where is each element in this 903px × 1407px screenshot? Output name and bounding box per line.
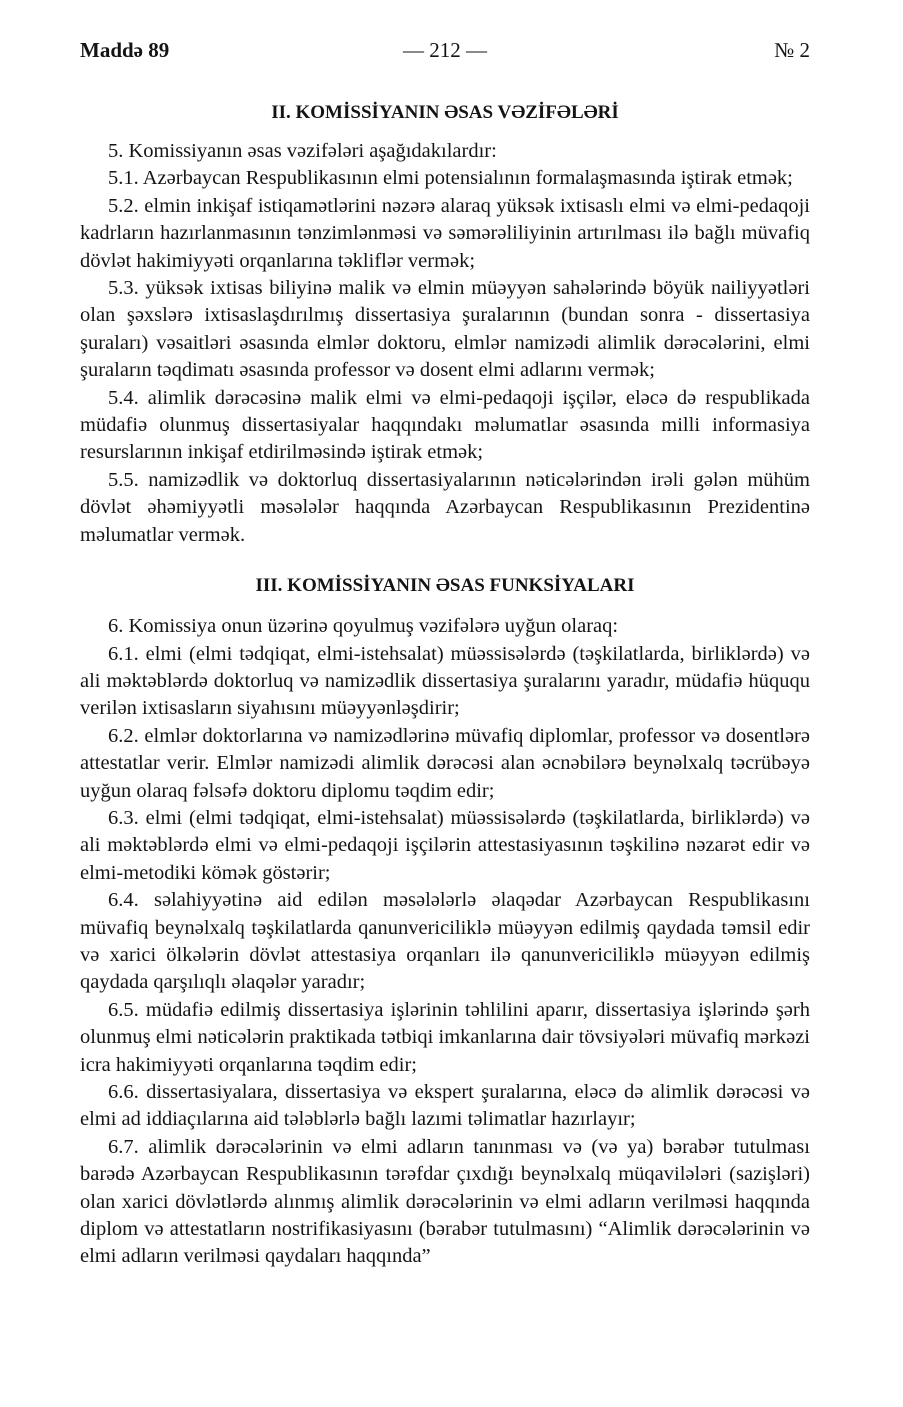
paragraph-6-6: 6.6. dissertasiyalara, dissertasiya və ekspert şuralarına, eləcə də alimlik dərəcəsi və elmi ad iddiaçılarına aid tələblərlə bağlı lazımi təlimatlar hazırlayır;	[80, 1081, 810, 1131]
article-label: Maddə 89	[80, 38, 170, 62]
paragraph-5-4: 5.4. alimlik dərəcəsinə malik elmi və elmi-pedaqoji işçilər, eləcə də respublikada müdafiə olunmuş dissertasiyalar haqqındakı məlumatlar əsasında milli informasiya resurslarının inkişaf etdirilməsində iştirak etmək;	[80, 386, 810, 464]
paragraph-6-1: 6.1. elmi (elmi tədqiqat, elmi-istehsalat) müəssisələrdə (təşkilatlarda, birliklərdə) və ali məktəblərdə doktorluq və namizədlik dissertasiya şuralarını yaradır, müdafiə hüququ verilən ixtisasların siyahısını müəyyənləşdirir;	[80, 642, 810, 720]
section-title-functions: III. KOMİSSİYANIN ƏSAS FUNKSİYALARI	[255, 575, 635, 597]
paragraph-5: 5. Komissiyanın əsas vəzifələri aşağıdakılardır:	[108, 140, 497, 162]
page-number: — 212 —	[403, 38, 487, 62]
section-duties	[80, 100, 810, 549]
paragraph-5-5: 5.5. namizədlik və doktorluq dissertasiyalarının nəticələrindən irəli gələn mühüm dövlət əhəmiyyətli məsələlər haqqında Azərbaycan Respublikasının Prezidentinə məlumatlar vermək.	[80, 468, 810, 546]
paragraph-5-2: 5.2. elmin inkişaf istiqamətlərini nəzərə alaraq yüksək ixtisaslı elmi və elmi-pedaqoji kadrların hazırlanmasının tənzimlənməsi və səmərəliliyinin artırılması ilə bağlı müvafiq dövlət hakimiyyəti orqanlarına təkliflər vermək;	[80, 194, 810, 272]
page-header	[80, 38, 810, 78]
section-functions	[80, 573, 810, 1271]
section-title-duties: II. KOMİSSİYANIN ƏSAS VƏZİFƏLƏRİ	[271, 102, 619, 123]
paragraph-6-4: 6.4. səlahiyyətinə aid edilən məsələlərlə əlaqədar Azərbaycan Respublikasını müvafiq beynəlxalq təşkilatlarda qanunvericiliklə müəyyən edilmiş qaydada təmsil edir və xarici ölkələrin dövlət attestasiya orqanları ilə qanunvericiliklə müəyyən edilmiş qaydada qarşılıqlı əlaqələr yaradır;	[80, 889, 810, 994]
paragraph-6-2: 6.2. elmlər doktorlarına və namizədlərinə müvafiq diplomlar, professor və dosentlərə attestatlar verir. Elmlər namizədi alimlik dərəcəsi alan əcnəbilərə beynəlxalq təcrübəyə uyğun olaraq fəlsəfə doktoru diplomu təqdim edir;	[80, 724, 810, 802]
paragraph-6-7: 6.7. alimlik dərəcələrinin və elmi adların tanınması və (və ya) bərabər tutulması barədə Azərbaycan Respublikasının tərəfdar çıxdığı beynəlxalq müqavilələri (sazişləri) olan xarici dövlətlərdə alınmış alimlik dərəcələrinin və elmi adların verilməsi haqqında diplom və attestatların nostrifikasiyasını (bərabər tutulmasını) “Alimlik dərəcələrinin və elmi adların verilməsi qaydaları haqqında”	[80, 1135, 810, 1268]
paragraph-5-1: 5.1. Azərbaycan Respublikasının elmi potensialının formalaşmasında iştirak etmək;	[108, 167, 793, 190]
paragraph-6-5: 6.5. müdafiə edilmiş dissertasiya işlərinin təhlilini aparır, dissertasiya işlərində şərh olunmuş elmi nəticələrin praktikada tətbiqi imkanlarına dair tövsiyələri müvafiq mərkəzi icra hakimiyyəti orqanlarına təqdim edir;	[80, 998, 810, 1076]
paragraph-5-3: 5.3. yüksək ixtisas biliyinə malik və elmin müəyyən sahələrində böyük nailiyyətləri olan şəxslərə ixtisaslaşdırılmış dissertasiya şuralarının (bundan sonra - dissertasiya şuraları) vəsaitləri əsasında elmlər doktoru, elmlər namizədi alimlik dərəcələrini, elmi şuraların təqdimatı əsasında professor və dosent elmi adlarını vermək;	[80, 277, 810, 382]
paragraph-6-3: 6.3. elmi (elmi tədqiqat, elmi-istehsalat) müəssisələrdə (təşkilatlarda, birliklərdə) və ali məktəblərdə elmi və elmi-pedaqoji işçilərin attestasiyasının təşkilinə nəzarət edir və elmi-metodiki kömək göstərir;	[80, 806, 810, 884]
issue-number: № 2	[774, 38, 810, 62]
paragraph-6: 6. Komissiya onun üzərinə qoyulmuş vəzifələrə uyğun olaraq:	[108, 615, 619, 638]
document-page	[80, 38, 810, 1271]
